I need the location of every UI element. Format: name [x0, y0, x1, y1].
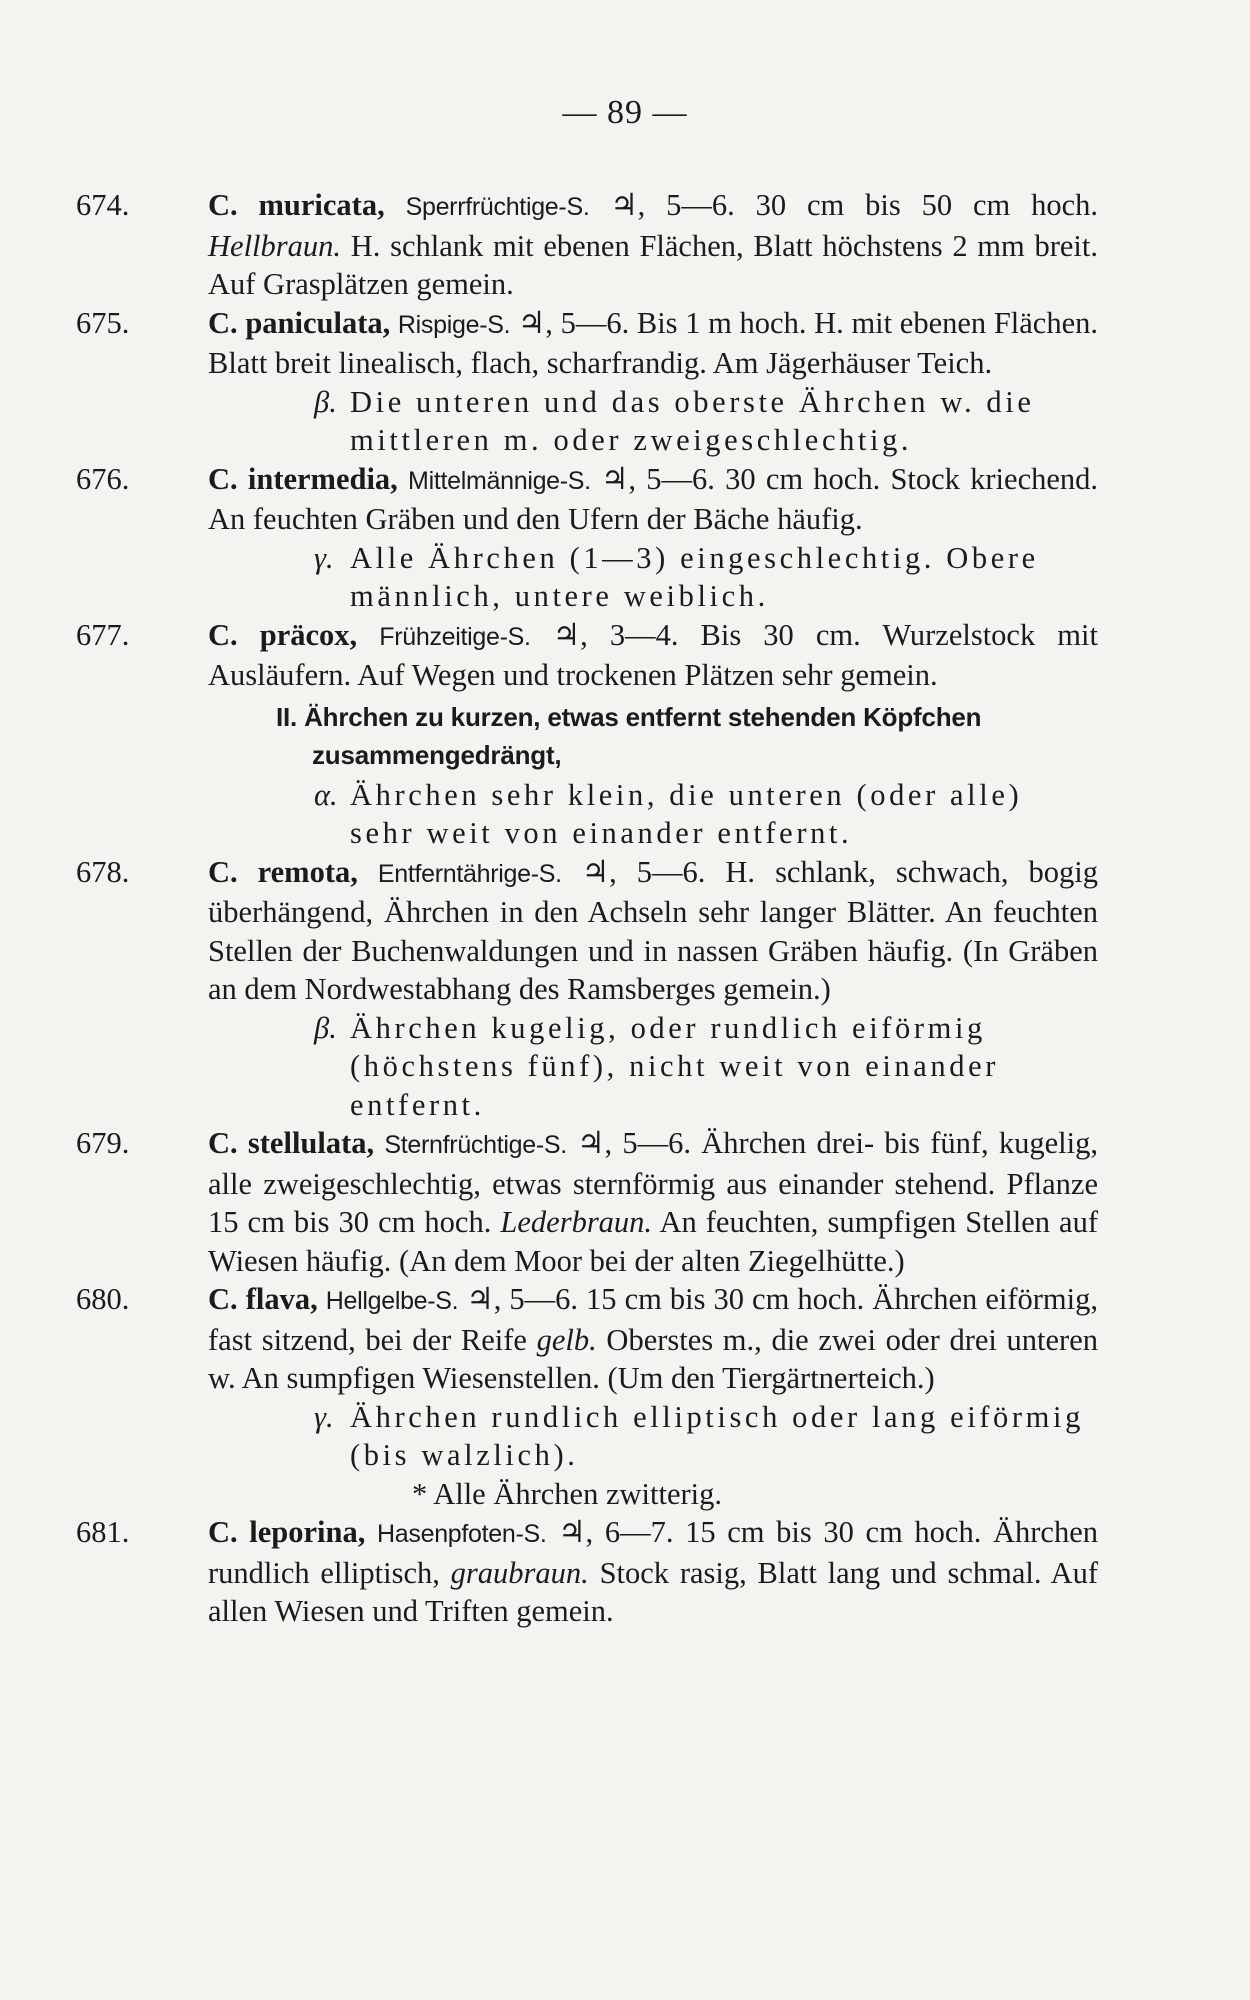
entry-679	[76, 1124, 1098, 1280]
entry-number: 681.	[76, 1515, 130, 1549]
entry-text: ♃, 5—6. 30 cm bis 50 cm hoch.	[589, 188, 1099, 222]
key-gamma-2	[142, 1398, 1098, 1475]
page-body	[76, 186, 1099, 1631]
entry-number: 678.	[76, 854, 130, 889]
german-name: Entferntährige-S.	[377, 859, 562, 888]
german-name: Sternfrüchtige-S.	[384, 1131, 567, 1159]
entry-number: 677.	[76, 617, 130, 652]
entry-678	[76, 853, 1098, 1009]
entry-italic: gelb.	[536, 1322, 597, 1357]
key-text: Ährchen kugelig, oder rundlich eiförmig (höchstens fünf), nicht weit von einander entfernt.	[350, 1010, 1000, 1122]
entry-676	[76, 460, 1099, 539]
entry-text-2: Stock rasig, Blatt lang und schmal. Auf allen Wiesen und Triften gemein.	[208, 1555, 1098, 1628]
entry-text-2: An feuchten, sumpfigen Stellen auf Wiesen häufig. (An dem Moor bei der alten Ziegelhütte.)	[208, 1205, 1098, 1278]
german-name: Hellgelbe-S.	[325, 1287, 459, 1315]
entry-text-2: H. schlank mit ebenen Flächen, Blatt höchstens 2 mm breit. Auf Grasplätzen gemein.	[208, 228, 1098, 301]
entry-number: 674.	[76, 188, 130, 222]
entry-text: ♃, 5—6. 15 cm bis 30 cm hoch. Ährchen eiförmig, fast sitzend, bei der Reife	[208, 1282, 1098, 1357]
key-text: Ährchen sehr klein, die unteren (oder alle) sehr weit von einander entfernt.	[350, 777, 1023, 850]
key-text: Alle Ährchen (1—3) eingeschlechtig. Obere männlich, untere weiblich.	[350, 540, 1039, 613]
entry-number: 676.	[76, 461, 130, 496]
species-name: C. muricata,	[208, 188, 385, 222]
species-name: C. flava,	[208, 1282, 318, 1316]
entry-text: ♃, 5—6. 30 cm hoch. Stock kriechend. An feuchten Gräben und den Ufern der Bäche häufig.	[208, 461, 1099, 536]
entry-677	[76, 616, 1098, 695]
entry-text: ♃, 5—6. H. schlank, schwach, bogig überhängend, Ährchen in den Achseln sehr langer Blätter. An feuchten Stellen der Buchenwaldungen und in nassen Gräben häufig. (In Gräben an dem Nordwestabhang des Ramsberges gemein.)	[208, 854, 1098, 1006]
page-number: — 89 —	[562, 94, 688, 131]
german-name: Hasenpfoten-S.	[377, 1520, 547, 1548]
entry-680	[76, 1280, 1098, 1398]
key-letter: α.	[314, 777, 338, 812]
key-letter: β.	[314, 384, 337, 419]
entry-text: ♃, 5—6. Bis 1 m hoch. H. mit ebenen Flächen. Blatt breit linealisch, flach, scharfrandig. Am Jägerhäuser Teich.	[208, 305, 1099, 380]
entry-681	[76, 1513, 1098, 1631]
species-name: C. remota,	[208, 854, 358, 889]
entry-italic: Hellbraun.	[208, 228, 342, 263]
key-beta-2	[142, 1009, 1098, 1125]
key-text: Die unteren und das oberste Ährchen w. die mittleren m. oder zweigeschlechtig.	[350, 384, 1035, 457]
species-name: C. paniculata,	[208, 305, 391, 340]
entry-text: ♃, 5—6. Ährchen drei- bis fünf, kugelig, alle zweigeschlechtig, etwas sternförmig aus einander stehend. Pflanze 15 cm bis 30 cm hoch.	[208, 1126, 1098, 1239]
entry-text: ♃, 3—4. Bis 30 cm. Wurzelstock mit Ausläufern. Auf Wegen und trockenen Plätzen sehr gemein.	[208, 617, 1098, 692]
key-beta-1	[142, 383, 1098, 460]
key-gamma-1	[142, 539, 1098, 616]
key-letter: γ.	[314, 1399, 334, 1434]
entry-italic: graubraun.	[450, 1555, 589, 1590]
entry-number: 679.	[76, 1126, 130, 1160]
entry-675	[76, 304, 1099, 383]
key-text: Ährchen rundlich elliptisch oder lang eiförmig (bis walzlich).	[350, 1399, 1084, 1472]
german-name: Mittelmännige-S.	[408, 466, 591, 495]
key-letter: β.	[314, 1010, 337, 1045]
entry-number: 675.	[76, 305, 130, 340]
entry-italic: Lederbraun.	[500, 1205, 653, 1239]
species-name: C. stellulata,	[208, 1126, 375, 1160]
key-letter: γ.	[314, 540, 334, 575]
species-name: C. präcox,	[208, 617, 358, 652]
species-name: C. leporina,	[208, 1515, 366, 1549]
subkey-star: * Alle Ährchen zwitterig.	[412, 1476, 722, 1511]
entry-text: ♃, 6—7. 15 cm bis 30 cm hoch. Ährchen rundlich elliptisch,	[208, 1515, 1098, 1590]
german-name: Sperrfrüchtige-S.	[405, 193, 590, 221]
german-name: Frühzeitige-S.	[379, 622, 531, 651]
entry-text-2: Oberstes m., die zwei oder drei unteren w. An sumpfigen Wiesenstellen. (Um den Tiergärtnerteich.)	[208, 1322, 1098, 1395]
german-name: Rispige-S.	[397, 310, 511, 339]
entry-number: 680.	[76, 1282, 130, 1316]
entry-674	[76, 186, 1099, 304]
species-name: C. intermedia,	[208, 461, 398, 496]
section-heading: II. Ährchen zu kurzen, etwas entfernt stehenden Köpfchen zusammengedrängt,	[276, 701, 982, 770]
key-alpha	[142, 776, 1098, 853]
